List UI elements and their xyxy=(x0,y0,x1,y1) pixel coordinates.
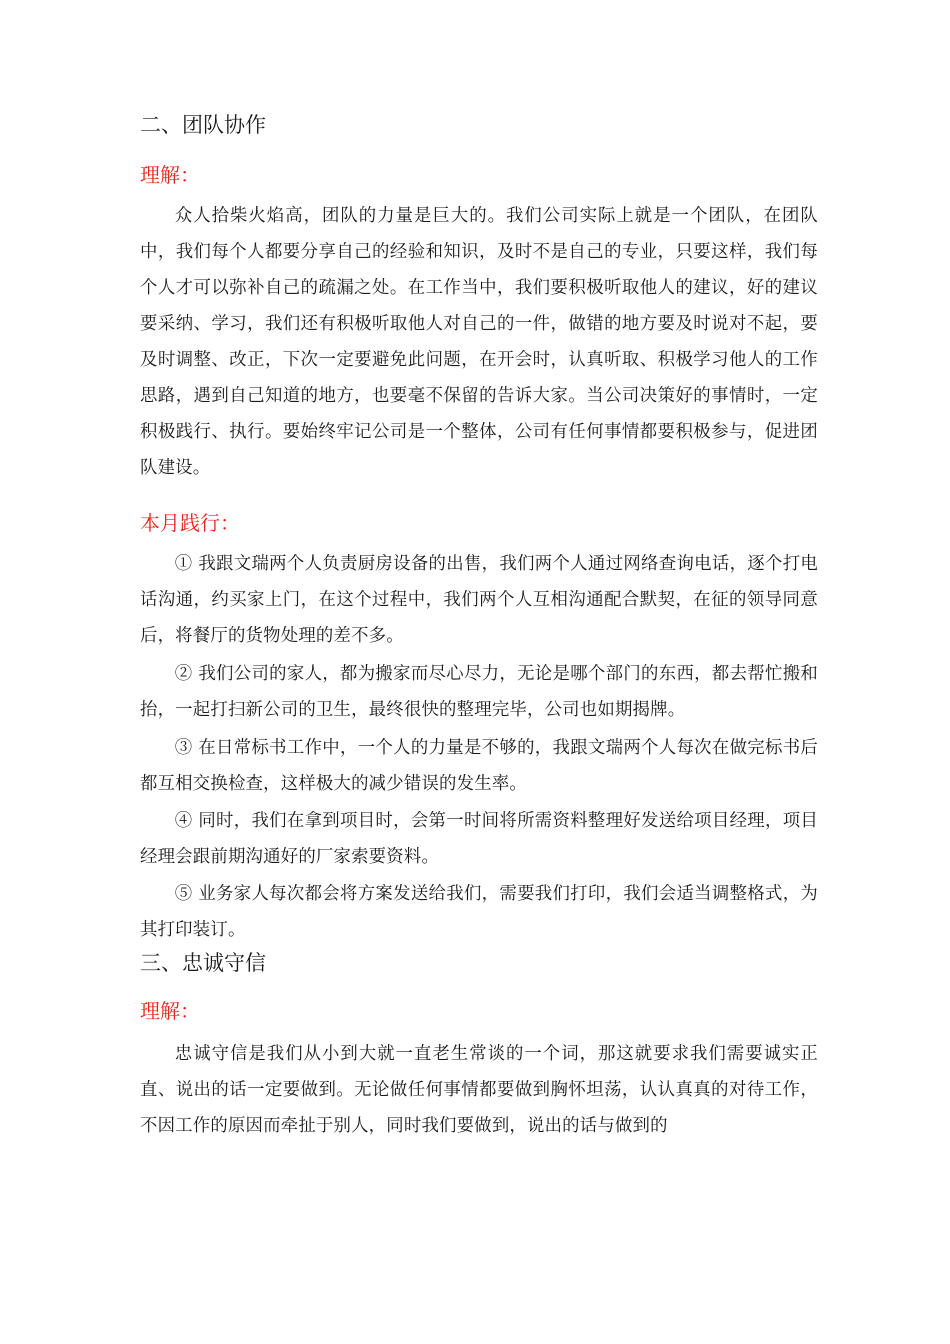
understanding-paragraph: 众人拾柴火焰高，团队的力量是巨大的。我们公司实际上就是一个团队，在团队中，我们每个人都要分享自己的经验和知识，及时不是自己的专业，只要这样，我们每个人才可以弥补自己的疏漏之处。在工作当中，我们要积极听取他人的建议，好的建议要采纳、学习，我们还有积极听取他人对自己的一件，做错的地方要及时说对不起，要及时调整、改正，下次一定要避免此问题，在开会时，认真听取、积极学习他人的工作思路，遇到自己知道的地方，也要毫不保留的告诉大家。当公司决策好的事情时，一定积极践行、执行。要始终牢记公司是一个整体，公司有任何事情都要积极参与，促进团队建设。 xyxy=(140,206,818,478)
section-heading-teamwork: 二、团队协作 xyxy=(140,113,266,137)
practice-item-3: ③ 在日常标书工作中，一个人的力量是不够的，我跟文瑞两个人每次在做完标书后都互相交换检查，这样极大的减少错误的发生率。 xyxy=(140,738,818,794)
practice-item-2: ② 我们公司的家人，都为搬家而尽心尽力，无论是哪个部门的东西，都去帮忙搬和抬，一起打扫新公司的卫生，最终很快的整理完毕，公司也如期揭牌。 xyxy=(140,664,818,720)
understanding-label: 理解： xyxy=(140,163,200,187)
practice-label: 本月践行： xyxy=(140,511,240,535)
practice-item-1: ① 我跟文瑞两个人负责厨房设备的出售，我们两个人通过网络查询电话，逐个打电话沟通，约买家上门，在这个过程中，我们两个人互相沟通配合默契，在征的领导同意后，将餐厅的货物处理的差不多。 xyxy=(140,554,818,646)
understanding-paragraph-2: 忠诚守信是我们从小到大就一直老生常谈的一个词，那这就要求我们需要诚实正直、说出的话一定要做到。无论做任何事情都要做到胸怀坦荡，认认真真的对待工作，不因工作的原因而牵扯于别人，同时我们要做到，说出的话与做到的 xyxy=(140,1044,818,1136)
understanding-label-2: 理解： xyxy=(140,999,200,1023)
practice-item-5: ⑤ 业务家人每次都会将方案发送给我们，需要我们打印，我们会适当调整格式，为其打印装订。 xyxy=(140,884,818,940)
section-heading-integrity: 三、忠诚守信 xyxy=(140,951,266,975)
practice-item-4: ④ 同时，我们在拿到项目时，会第一时间将所需资料整理好发送给项目经理，项目经理会跟前期沟通好的厂家索要资料。 xyxy=(140,811,818,867)
